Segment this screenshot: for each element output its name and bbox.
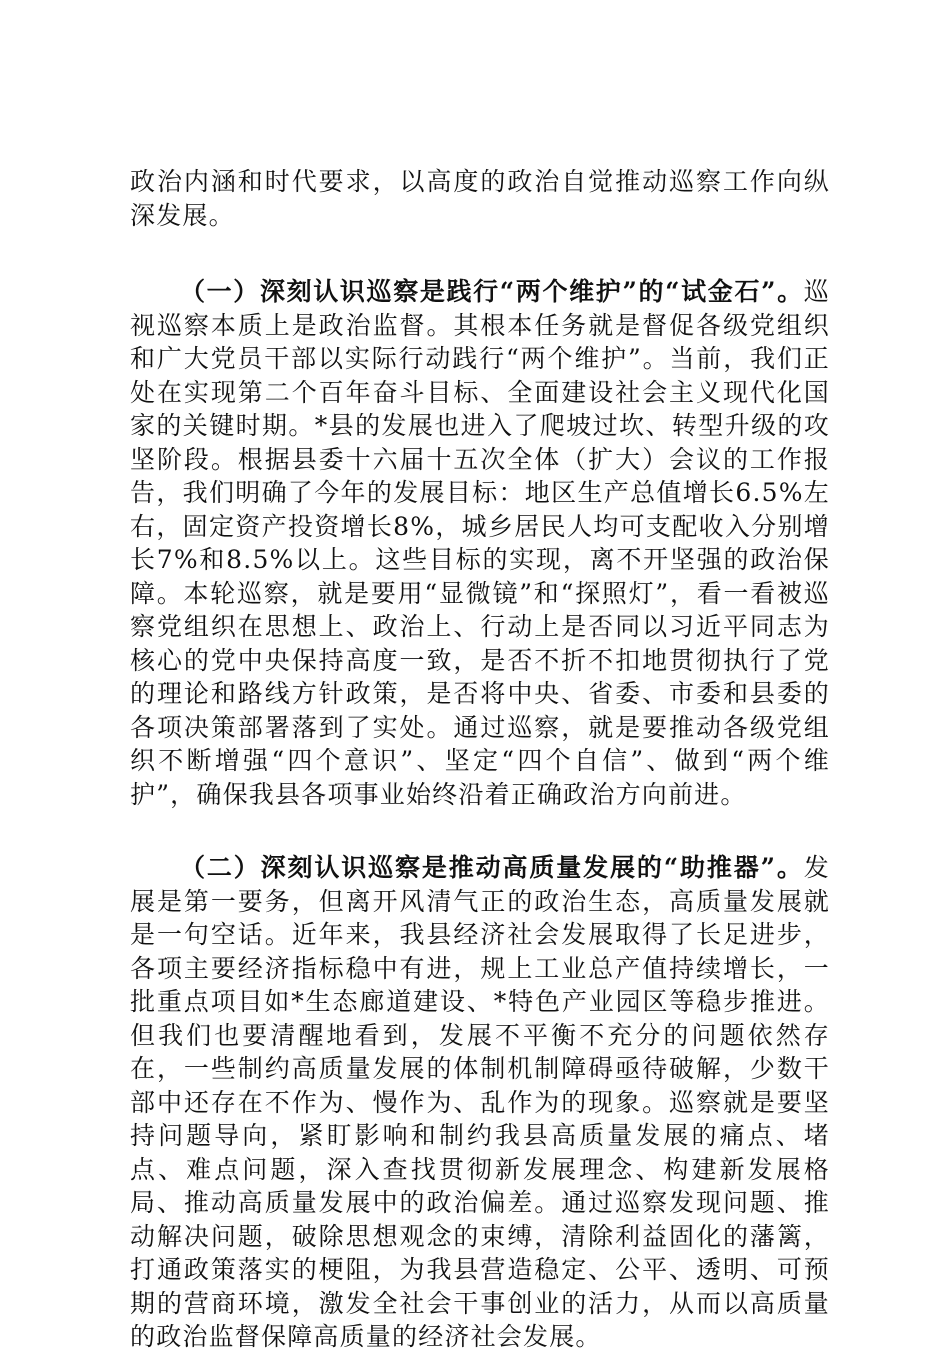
document-body — [130, 165, 830, 1354]
paragraph-section-two — [130, 851, 830, 1354]
section-heading-two: （二）深刻认识巡察是推动高质量发展的“助推器”。 — [180, 853, 804, 882]
paragraph-text: 巡视巡察本质上是政治监督。其根本任务就是督促各级党组织和广大党员干部以实际行动践行“两个维护”。当前，我们正处在实现第二个百年奋斗目标、全面建设社会主义现代化国家的关键时期。*县的发展也进入了爬坡过坎、转型升级的攻坚阶段。根据县委十六届十五次全体（扩大）会议的工作报告，我们明确了今年的发展目标：地区生产总值增长6.5%左右，固定资产投资增长8%，城乡居民人均可支配收入分别增长7%和8.5%以上。这些目标的实现，离不开坚强的政治保障。本轮巡察，就是要用“显微镜”和“探照灯”，看一看被巡察党组织在思想上、政治上、行动上是否同以习近平同志为核心的党中央保持高度一致，是否不折不扣地贯彻执行了党的理论和路线方针政策，是否将中央、省委、市委和县委的各项决策部署落到了实处。通过巡察，就是要推动各级党组织不断增强“四个意识”、坚定“四个自信”、做到“两个维护”，确保我县各项事业始终沿着正确政治方向前进。 — [130, 277, 830, 809]
paragraph-section-one — [130, 275, 830, 811]
paragraph-continuation — [130, 165, 830, 232]
paragraph-text: 政治内涵和时代要求，以高度的政治自觉推动巡察工作向纵深发展。 — [130, 167, 830, 230]
paragraph-text: 发展是第一要务，但离开风清气正的政治生态，高质量发展就是一句空话。近年来，我县经济社会发展取得了长足进步，各项主要经济指标稳中有进，规上工业总产值持续增长，一批重点项目如*生态廊道建设、*特色产业园区等稳步推进。但我们也要清醒地看到，发展不平衡不充分的问题依然存在，一些制约高质量发展的体制机制障碍亟待破解，少数干部中还存在不作为、慢作为、乱作为的现象。巡察就是要坚持问题导向，紧盯影响和制约我县高质量发展的痛点、堵点、难点问题，深入查找贯彻新发展理念、构建新发展格局、推动高质量发展中的政治偏差。通过巡察发现问题、推动解决问题，破除思想观念的束缚，清除利益固化的藩篱，打通政策落实的梗阻，为我县营造稳定、公平、透明、可预期的营商环境，激发全社会干事创业的活力，从而以高质量的政治监督保障高质量的经济社会发展。 — [130, 853, 830, 1351]
section-heading-one: （一）深刻认识巡察是践行“两个维护”的“试金石”。 — [180, 277, 804, 306]
